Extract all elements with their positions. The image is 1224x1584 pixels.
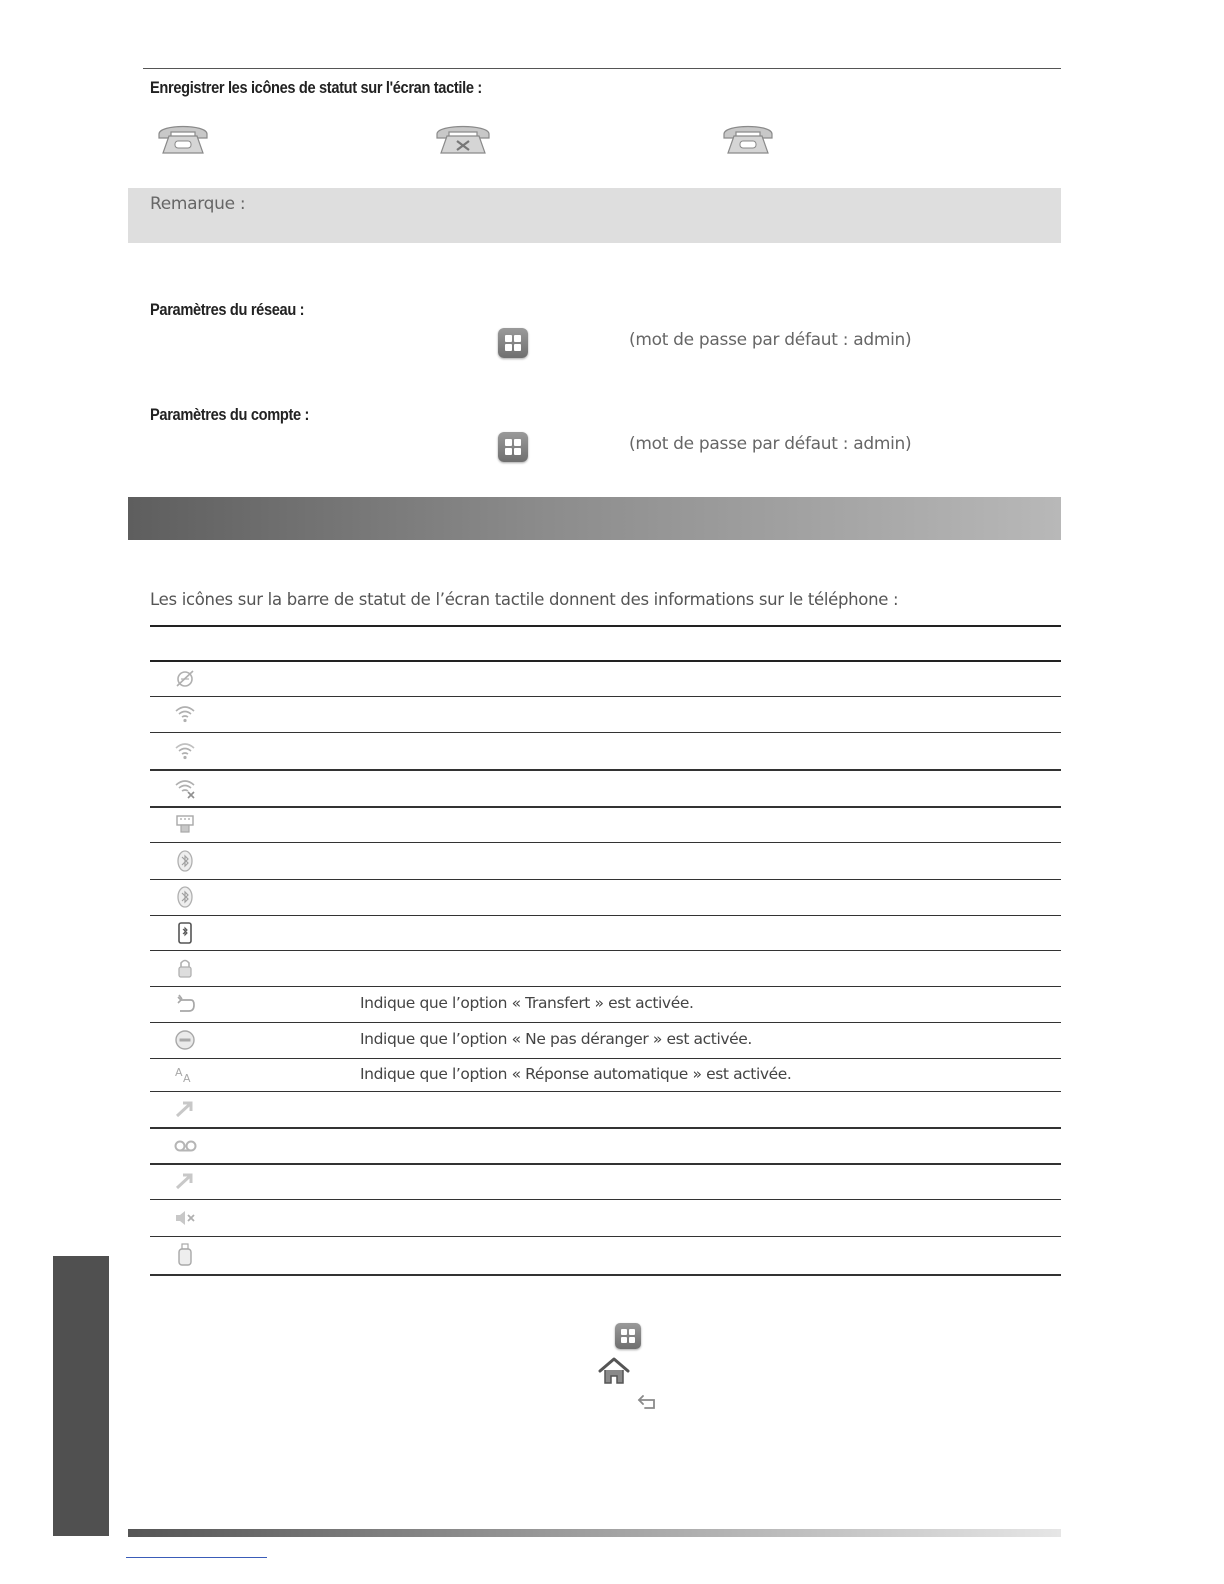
table-row-separator: [150, 1058, 1061, 1059]
phone-registered-icon: [155, 120, 211, 156]
network-settings-heading: Paramètres du réseau :: [150, 300, 305, 319]
call-forward-icon: [172, 991, 198, 1017]
svg-text:A: A: [175, 1066, 183, 1079]
missed-call-icon: [172, 1168, 198, 1194]
wifi-connecting-icon: [172, 738, 198, 764]
speaker-mute-icon: [172, 1205, 198, 1231]
do-not-disturb-icon: [172, 1027, 198, 1053]
menu-icon: [498, 328, 528, 358]
missed-call-icon: [172, 1096, 198, 1122]
footnote-rule: [126, 1557, 267, 1558]
account-settings-heading: Paramètres du compte :: [150, 405, 309, 424]
table-row-separator: [150, 1091, 1061, 1092]
table-header-rule: [150, 660, 1061, 662]
wifi-failed-icon: [172, 775, 198, 801]
wifi-connected-icon: [172, 701, 198, 727]
section-header-bar: [128, 497, 1061, 540]
register-status-heading: Enregistrer les icônes de statut sur l'écran tactile :: [150, 78, 482, 97]
network-unavailable-icon: [172, 666, 198, 692]
note-box: [128, 188, 1061, 243]
top-rule: [143, 68, 1061, 69]
table-top-rule: [150, 625, 1061, 627]
table-row-separator: [150, 1127, 1061, 1129]
table-row-separator: [150, 915, 1061, 916]
bottom-gradient-rule: [128, 1529, 1061, 1537]
usb-dongle-icon: [172, 811, 198, 837]
table-row-separator: [150, 696, 1061, 697]
table-row-separator: [150, 1236, 1061, 1237]
table-row-separator: [150, 769, 1061, 771]
account-password-hint: (mot de passe par défaut : admin): [629, 434, 912, 454]
voicemail-icon: [172, 1132, 198, 1158]
table-row-separator: [150, 1274, 1061, 1276]
back-icon: [637, 1393, 659, 1411]
table-row-separator: [150, 1199, 1061, 1200]
network-password-hint: (mot de passe par défaut : admin): [629, 330, 912, 350]
table-row-description: Indique que l’option « Transfert » est activée.: [360, 994, 694, 1012]
table-row-separator: [150, 986, 1061, 987]
menu-icon: [498, 432, 528, 462]
table-row-separator: [150, 1022, 1061, 1023]
table-row-description: Indique que l’option « Ne pas déranger » est activée.: [360, 1030, 752, 1048]
table-row-separator: [150, 842, 1061, 843]
mobile-bluetooth-icon: [172, 920, 198, 946]
svg-text:A: A: [183, 1072, 191, 1085]
status-bar-intro: Les icônes sur la barre de statut de l’écran tactile donnent des informations sur le téléphone :: [150, 590, 899, 609]
sidebar-tab: [53, 1256, 109, 1536]
table-row-separator: [150, 1163, 1061, 1165]
bluetooth-icon: [172, 848, 198, 874]
table-row-separator: [150, 732, 1061, 733]
usb-drive-icon: [172, 1242, 198, 1268]
phone-failed-icon: [433, 120, 493, 156]
table-row-separator: [150, 806, 1061, 808]
table-row-separator: [150, 879, 1061, 880]
table-row-separator: [150, 950, 1061, 951]
bluetooth-connected-icon: [172, 884, 198, 910]
menu-icon: [615, 1323, 641, 1349]
lock-icon: [172, 955, 198, 981]
note-label: Remarque :: [150, 194, 246, 214]
table-row-description: Indique que l’option « Réponse automatique » est activée.: [360, 1065, 792, 1083]
auto-answer-icon: [172, 1062, 198, 1088]
home-icon: [597, 1356, 631, 1386]
phone-registering-icon: [720, 120, 776, 156]
